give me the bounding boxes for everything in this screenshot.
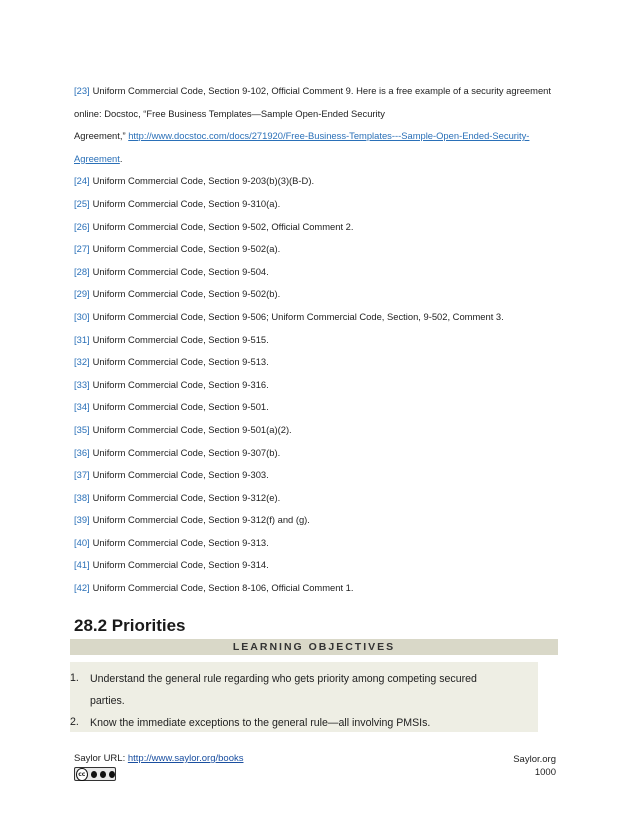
- endnote-ref[interactable]: [42]: [74, 582, 90, 594]
- endnote-ref[interactable]: [39]: [74, 514, 90, 526]
- saylor-books-link[interactable]: http://www.saylor.org/books: [127, 753, 244, 764]
- endnote-23: [74, 80, 558, 170]
- endnote-text: Uniform Commercial Code, Section 9-504.: [92, 265, 269, 277]
- endnote-text: Uniform Commercial Code, Section 9-513.: [92, 356, 269, 368]
- endnote-39: [74, 509, 558, 532]
- endnote-ref[interactable]: [26]: [74, 220, 90, 232]
- endnote-31: [74, 329, 558, 352]
- creative-commons-license-icon[interactable]: [74, 767, 116, 781]
- objective-line: Know the immediate exceptions to the general rule—all involving PMSIs.: [90, 717, 431, 729]
- endnote-text: Uniform Commercial Code, Section 9-501.: [92, 401, 269, 413]
- endnote-ref[interactable]: [25]: [74, 197, 90, 209]
- endnote-36: [74, 442, 558, 465]
- section-title: 28.2 Priorities: [74, 616, 186, 635]
- endnote-28: [74, 261, 558, 284]
- footer-page-info: [513, 753, 556, 779]
- endnote-ref[interactable]: [41]: [74, 559, 90, 571]
- page-number: 1000: [534, 767, 556, 778]
- endnote-ref[interactable]: [31]: [74, 333, 90, 345]
- endnote-text: Uniform Commercial Code, Section 9-312(f) and (g).: [92, 514, 310, 526]
- endnote-ref[interactable]: [38]: [74, 491, 90, 503]
- endnote-ref[interactable]: [37]: [74, 469, 90, 481]
- endnote-40: [74, 532, 558, 555]
- endnote-text: Uniform Commercial Code, Section 9-506; Uniform Commercial Code, Section, 9-502, Comment 3.: [92, 310, 504, 322]
- endnote-text: Uniform Commercial Code, Section 9-502, Official Comment 2.: [92, 220, 354, 232]
- endnote-text: Uniform Commercial Code, Section 9-303.: [92, 469, 269, 481]
- endnote-ref[interactable]: [35]: [74, 423, 90, 435]
- endnote-ref[interactable]: [34]: [74, 401, 90, 413]
- endnote-text: Uniform Commercial Code, Section 9-314.: [92, 559, 269, 571]
- learning-objective-text: [90, 712, 530, 734]
- endnote-38: [74, 487, 558, 510]
- endnote-29: [74, 283, 558, 306]
- endnote-ref[interactable]: [29]: [74, 288, 90, 300]
- learning-objectives-banner: LEARNING OBJECTIVES: [70, 639, 558, 655]
- objective-line: parties.: [90, 695, 125, 707]
- cc-logo-icon: cc: [76, 768, 88, 781]
- footer-source: [74, 753, 244, 764]
- endnote-period: .: [119, 152, 123, 164]
- endnote-27: [74, 238, 558, 261]
- endnote-text: Uniform Commercial Code, Section 9-307(b).: [92, 446, 281, 458]
- endnote-33: [74, 374, 558, 397]
- endnote-ref[interactable]: [24]: [74, 175, 90, 187]
- endnote-34: [74, 396, 558, 419]
- noncommercial-icon: [100, 771, 106, 778]
- endnote-ref[interactable]: [32]: [74, 356, 90, 368]
- endnote-text: Uniform Commercial Code, Section 9-502(a).: [92, 243, 281, 255]
- docstoc-link[interactable]: http://www.docstoc.com/docs/271920/Free-Business-Templates---Sample-Open-Ended-Security-: [128, 130, 530, 142]
- docstoc-link-tail[interactable]: Agreement: [74, 152, 120, 164]
- endnote-text: Uniform Commercial Code, Section 9-312(e).: [92, 491, 281, 503]
- endnote-25: [74, 193, 558, 216]
- endnote-text: Uniform Commercial Code, Section 9-310(a).: [92, 197, 281, 209]
- learning-objective-text: [90, 668, 530, 712]
- attribution-icon: [91, 771, 97, 778]
- endnote-ref[interactable]: [33]: [74, 378, 90, 390]
- endnotes-list: [74, 80, 558, 600]
- endnote-42: [74, 577, 558, 600]
- endnote-ref[interactable]: [30]: [74, 310, 90, 322]
- endnote-text: Uniform Commercial Code, Section 8-106, Official Comment 1.: [92, 582, 354, 594]
- endnote-text: Uniform Commercial Code, Section 9-203(b)(3)(B-D).: [92, 175, 315, 187]
- endnote-37: [74, 464, 558, 487]
- endnote-ref[interactable]: [27]: [74, 243, 90, 255]
- endnote-ref[interactable]: [36]: [74, 446, 90, 458]
- endnote-ref[interactable]: [23]: [74, 85, 90, 96]
- endnote-32: [74, 351, 558, 374]
- objective-line: Understand the general rule regarding who gets priority among competing secured: [90, 673, 477, 685]
- list-number: 1.: [70, 672, 79, 684]
- endnote-text: Uniform Commercial Code, Section 9-502(b).: [92, 288, 281, 300]
- endnote-text: Uniform Commercial Code, Section 9-501(a)(2).: [92, 423, 292, 435]
- endnote-24: [74, 170, 558, 193]
- list-number: 2.: [70, 716, 79, 728]
- endnote-ref[interactable]: [28]: [74, 265, 90, 277]
- learning-objectives-box: [70, 662, 538, 732]
- endnote-41: [74, 554, 558, 577]
- endnote-30: [74, 306, 558, 329]
- endnote-ref[interactable]: [40]: [74, 536, 90, 548]
- endnote-text: Uniform Commercial Code, Section 9-316.: [92, 378, 269, 390]
- endnote-text-cont: online: Docstoc, “Free Business Templates—Sample Open-Ended Security: [74, 107, 385, 119]
- endnote-26: [74, 216, 558, 239]
- endnote-text: Uniform Commercial Code, Section 9-313.: [92, 536, 269, 548]
- endnote-text: Uniform Commercial Code, Section 9-102, Official Comment 9. Here is a free example of a security agreement: [92, 85, 551, 96]
- sharealike-icon: [109, 771, 115, 778]
- endnote-35: [74, 419, 558, 442]
- endnote-text-cont: Agreement,”: [74, 130, 129, 142]
- footer-site: Saylor.org: [513, 754, 556, 765]
- endnote-text: Uniform Commercial Code, Section 9-515.: [92, 333, 269, 345]
- footer-url-label: Saylor URL:: [74, 753, 128, 764]
